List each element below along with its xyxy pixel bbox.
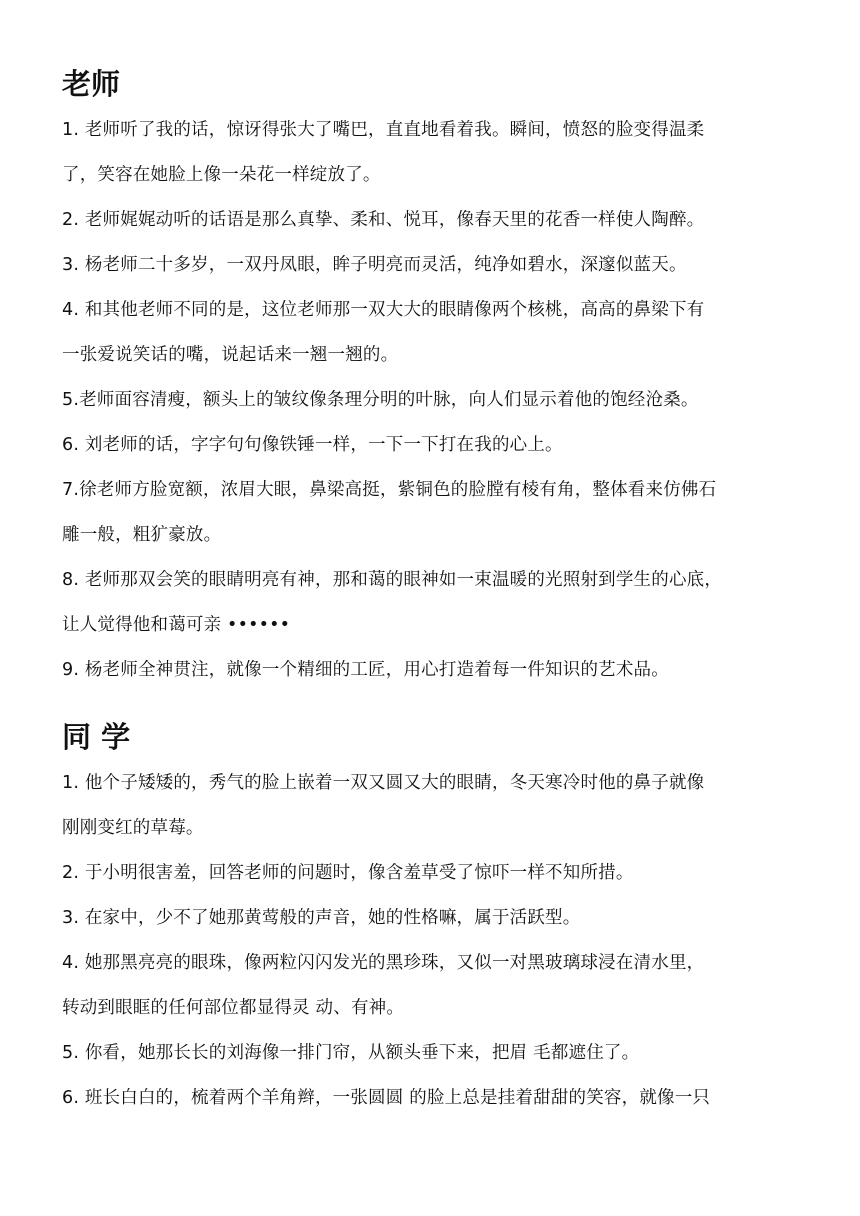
teacher-line-10: 雕一般，粗犷豪放。 (62, 525, 222, 545)
classmate-line-5: 4. 她那黑亮亮的眼珠，像两粒闪闪发光的黑珍珠，又似一对黑玻璃球浸在清水里， (62, 953, 705, 973)
classmate-line-3: 2. 于小明很害羞，回答老师的问题时，像含羞草受了惊吓一样不知所措。 (62, 863, 634, 883)
teacher-line-13: 9. 杨老师全神贯注，就像一个精细的工匠，用心打造着每一件知识的艺术品。 (62, 660, 669, 680)
teacher-line-4: 3. 杨老师二十多岁，一双丹凤眼，眸子明亮而灵活，纯净如碧水，深邃似蓝天。 (62, 255, 687, 275)
section-title-teacher: 老师 (62, 67, 121, 101)
classmate-line-7: 5. 你看，她那长长的刘海像一排门帘，从额头垂下来，把眉 毛都遮住了。 (62, 1043, 640, 1063)
classmate-line-8: 6. 班长白白的，梳着两个羊角辫，一张圆圆 的脸上总是挂着甜甜的笑容，就像一只 (62, 1088, 711, 1108)
teacher-line-8: 6. 刘老师的话，字字句句像铁锤一样，一下一下打在我的心上。 (62, 435, 563, 455)
teacher-line-2: 了，笑容在她脸上像一朵花一样绽放了。 (62, 165, 381, 185)
classmate-line-1: 1. 他个子矮矮的，秀气的脸上嵌着一双又圆又大的眼睛，冬天寒冷时他的鼻子就像 (62, 773, 705, 793)
classmate-line-6: 转动到眼眶的任何部位都显得灵 动、有神。 (62, 998, 405, 1018)
classmate-line-2: 刚刚变红的草莓。 (62, 818, 204, 838)
teacher-line-5: 4. 和其他老师不同的是，这位老师那一双大大的眼睛像两个核桃，高高的鼻梁下有 (62, 300, 705, 320)
teacher-line-12: 让人觉得他和蔼可亲 •••••• (62, 615, 291, 635)
classmate-line-4: 3. 在家中，少不了她那黄莺般的声音，她的性格嘛，属于活跃型。 (62, 908, 581, 928)
teacher-line-11: 8. 老师那双会笑的眼睛明亮有神，那和蔼的眼神如一束温暖的光照射到学生的心底， (62, 570, 723, 590)
teacher-line-6: 一张爱说笑话的嘴，说起话来一翘一翘的。 (62, 345, 399, 365)
teacher-line-9: 7.徐老师方脸宽额，浓眉大眼，鼻梁高挺，紫铜色的脸膛有棱有角，整体看来仿佛石 (62, 480, 717, 500)
teacher-line-7: 5.老师面容清瘦，额头上的皱纹像条理分明的叶脉，向人们显示着他的饱经沧桑。 (62, 390, 699, 410)
teacher-line-1: 1. 老师听了我的话，惊讶得张大了嘴巴，直直地看着我。瞬间，愤怒的脸变得温柔 (62, 120, 705, 140)
teacher-line-3: 2. 老师娓娓动听的话语是那么真挚、柔和、悦耳，像春天里的花香一样使人陶醉。 (62, 210, 705, 230)
section-title-classmate: 同 学 (62, 720, 131, 754)
